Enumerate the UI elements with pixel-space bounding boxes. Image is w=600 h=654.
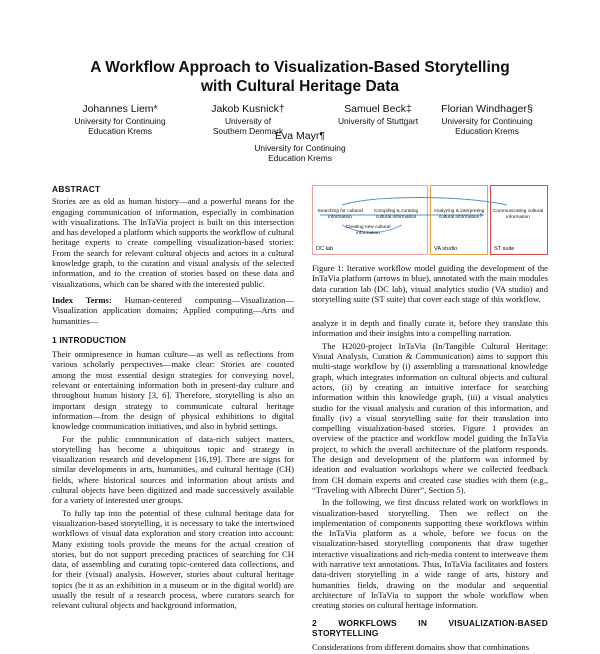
index-terms — [52, 295, 294, 326]
author-name: Samuel Beck‡ — [344, 103, 412, 115]
va-studio-label: VA studio — [434, 246, 458, 252]
author-affiliation: University of — [224, 116, 272, 126]
abstract-text: Stories are as old as human history—and a powerful means for the engaging communication of information, especially in combination with visualizations. The InTaVia project is built on this intersection and has developed a platform which supports the workflow of cultural heritage experts to create compelling visualization-based stories: From the search for relevant cultural objects and actors in a cultural knowledge graph, to the curation and visual analysis of the selected information, and to the creation of stories based on these data and visualizations, which can be shared with the interested public. — [52, 196, 294, 289]
abstract-heading: ABSTRACT — [52, 184, 101, 194]
author-affiliation: University for Continuing — [74, 116, 166, 126]
intro-paragraph-2: For the public communication of data-rich subject matters, storytelling has become a ubiquitous topic and strategy in visualization research and development [16,19]. There are signs for similar developments in arts, humanities, and cultural heritage (CH) fields, where historical sources and information about artists and cultural objects have been digitized and made successively available for a variety of interested user groups. — [52, 433, 294, 506]
right-paragraph-1: analyze it in depth and finally curate it, before they translate this information and their insights into a compelling narration. — [312, 318, 548, 339]
intro-paragraph-3: To fully tap into the potential of these cultural heritage data for visualization-based storytelling, it is necessary to take the intertwined workflows of visual data exploration and story creation into account: Many existing tools provide the means for the actual creation of stories, but do not support preceding practices of searching for CH data, of assembling and curating topic-centered data collections, and for their (visual) analysis. However, stories about cultural heritage topics (be it as an exhibition in a museum or in the digital world) are usually the result of a research process, where curators search for relevant cultural objects and background information, — [52, 507, 294, 611]
step-communicating: Communicating cultural information — [492, 209, 544, 220]
intro-paragraph-1: Their omnipresence in human culture—as well as reflections from various scholarly perspectives—make clear: Stories are counted among the most essential design strategies for conveying novel, relevant or entertaining information both in present-day culture and throughout human history [3, 6]. Therefore, storytelling is also an important design strategy to communicate cultural heritage information—from the design of physical exhibitions to digital knowledge communication initiatives, and also in hybrid settings. — [52, 349, 294, 432]
right-paragraph-4: Considerations from different domains show that combinations — [312, 642, 530, 653]
section-2-heading: 2 WORKFLOWS IN VISUALIZATION-BASED STORYTELLING — [312, 617, 548, 638]
author-4 — [422, 103, 552, 136]
title-line-2: with Cultural Heritage Data — [200, 78, 400, 95]
right-column — [312, 263, 548, 654]
step-creating: Creating new cultural information — [345, 225, 391, 236]
author-3 — [318, 103, 438, 126]
figure-caption: Figure 1: Iterative workflow model guiding the development of the InTaVia platform (arrows in blue), annotated with the main modules data curation lab (DC lab), visual analytics studio (VA studio) and storytelling suite (ST suite) that cover each stage of this workflow. — [312, 263, 548, 304]
step-searching: Searching for cultural information — [317, 209, 363, 220]
index-terms-label: Index Terms: — [52, 294, 112, 305]
author-affiliation: University for Continuing — [441, 116, 533, 126]
author-name: Johannes Liem* — [82, 103, 158, 115]
author-affiliation: University for Continuing — [254, 143, 346, 153]
author-name: Florian Windhager§ — [441, 103, 533, 115]
title-line-1: A Workflow Approach to Visualization-Based Storytelling — [90, 59, 510, 76]
section-1-heading: 1 INTRODUCTION — [52, 334, 126, 345]
paper-title — [0, 58, 600, 96]
st-suite-label: ST suite — [494, 246, 515, 252]
step-analyzing: Analyzing & interpreting cultural information — [433, 209, 485, 220]
author-name: Eva Mayr¶ — [275, 130, 325, 142]
step-compiling: Compiling & curating cultural information — [373, 209, 419, 220]
author-affiliation: Education Krems — [268, 153, 332, 163]
author-affiliation: Southern Denmark — [212, 126, 284, 136]
left-column — [52, 184, 294, 613]
dc-lab-label: DC lab — [316, 246, 334, 252]
author-affiliation: Education Krems — [455, 126, 519, 136]
author-affiliation: Education Krems — [88, 126, 152, 136]
author-affiliation: University of Stuttgart — [337, 116, 419, 126]
right-paragraph-3: In the following, we first discuss related work on workflows in visualization-based storytelling. Then we reflect on the implementation of components supporting these workflows within the InTaVia platform as a whole, before we focus on the visualization-based storytelling components that draw together interactive visualizations and rich-media content to interweave them with narrative text annotations. Thus, InTaVia facilitates and fosters data-driven storytelling in a wide range of arts, history and humanities fields, drawing on the modular and sequential architecture of InTaVia to support the whole workflow when creating stories on cultural heritage information. — [312, 497, 548, 611]
right-paragraph-2: The H2020-project InTaVia (In/Tangible Cultural Heritage: Visual Analysis, Curation & Communication) aims to support this multi-stage workflow by (i) assembling a transnational knowledge graph, which integrates information on cultural objects and cultural actors, (ii) by creating an intuitive interface for searching information within this knowledge graph, (iii) a visual analytics studio for the visual analysis and curation of this information, and finally (iv) a visual storytelling suite for their translation into compelling visualization-based stories. Figure 1 provides an overview of the practice and workflow model guiding the InTaVia project, to which the overall architecture of the platform responds. The design and development of the platform was informed by ideation and evaluation workshops where we collected feedback from CH domain experts and created case studies with them (e.g., “Traveling with Albrecht Dürer”, Section 5). — [312, 340, 548, 495]
workflow-figure — [312, 185, 548, 255]
author-1 — [55, 103, 185, 136]
author-name: Jakob Kusnick† — [211, 103, 285, 115]
author-5 — [235, 130, 365, 163]
index-terms-text: Human-centered computing—Visualization—Visualization application domains; Applied computing—Arts and humanities— — [52, 294, 294, 326]
